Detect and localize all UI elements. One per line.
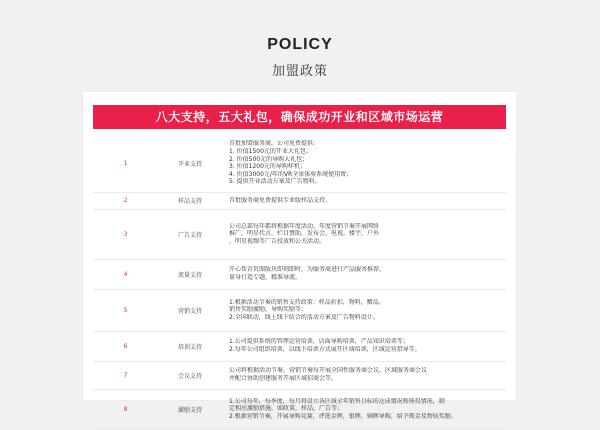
policy-description-line: 5. 提供开业活动方案及广告物料。 bbox=[229, 178, 321, 186]
policy-number: 4 bbox=[93, 259, 158, 289]
policy-description-line: 4. 价值3000元/年的VR全景体验系统使用费； bbox=[229, 170, 353, 178]
policy-description bbox=[222, 389, 506, 429]
policy-description-line: 公司总部每年都将根据年度活动，年度营销节奏开展网络 bbox=[229, 222, 380, 230]
policy-row bbox=[93, 259, 506, 289]
policy-description-line: 1. 价值1500元的开业大礼包； bbox=[229, 148, 312, 156]
policy-description-line: 定相应激励措施，如政策，样品，广告等； bbox=[229, 405, 344, 413]
policy-item: 样品支持 bbox=[158, 192, 222, 209]
policy-description-line: 1.公司每年，每季度，每月将设立各区域全年销售目标的达成情况和排投情况，制 bbox=[229, 397, 445, 405]
policy-row bbox=[93, 192, 506, 209]
policy-number: 7 bbox=[93, 361, 158, 389]
policy-description-line: 3. 价值1200元的导购样机； bbox=[229, 163, 306, 171]
policy-number: 3 bbox=[93, 209, 158, 259]
policy-description bbox=[222, 135, 506, 192]
policy-row bbox=[93, 209, 506, 259]
policy-item: 流量支持 bbox=[158, 259, 222, 289]
policy-description-line: 公司将根据活动节奏，营销节奏每开展全国性服务商会议，区域服务商会议 bbox=[229, 367, 428, 375]
policy-number: 6 bbox=[93, 331, 158, 361]
policy-number: 1 bbox=[93, 135, 158, 192]
policy-description-line: 2.全国联动，线上线下结合的活动方案及广告物料设计。 bbox=[229, 313, 379, 321]
policy-row bbox=[93, 135, 506, 192]
policy-row bbox=[93, 361, 506, 389]
policy-description-line: 并配合协助创建服务开展区域招商会等。 bbox=[229, 375, 338, 382]
policy-row bbox=[93, 331, 506, 361]
policy-description bbox=[222, 331, 506, 361]
policy-banner: 八大支持，五大礼包，确保成功开业和区域市场运营 bbox=[93, 105, 506, 129]
policy-description bbox=[222, 289, 506, 331]
policy-table bbox=[93, 135, 506, 430]
policy-item: 营销支持 bbox=[158, 289, 222, 331]
policy-description-line: 推广，明星代言，栏目赞助，发布会，电视，楼宇，户外 bbox=[229, 230, 380, 238]
policy-number: 5 bbox=[93, 289, 158, 331]
policy-card bbox=[83, 92, 516, 420]
policy-description-line: 2.根据营销节奏，开展导购竞赛，评选金牌，银牌，铜牌导购，给予现金及物质奖励。 bbox=[229, 412, 457, 420]
policy-description-line: 销售奖励激励，导购奖励等； bbox=[229, 306, 308, 314]
policy-description bbox=[222, 209, 506, 259]
policy-description-line: ，明星视频等广告投放和公关活动。 bbox=[229, 237, 326, 245]
policy-row bbox=[93, 389, 506, 429]
policy-description-line: 开心帮首页图版块即刻即时，为服务商进行产品服务推荐， bbox=[229, 266, 386, 274]
policy-description-line: 首批加盟服务商，公司免费提供： bbox=[229, 140, 320, 148]
policy-description-line: 量身打造专题，精准导流。 bbox=[229, 274, 302, 281]
policy-number: 8 bbox=[93, 389, 158, 429]
policy-item: 激励支持 bbox=[158, 389, 222, 429]
policy-item: 培训支持 bbox=[158, 331, 222, 361]
page-heading bbox=[0, 0, 600, 92]
policy-number: 2 bbox=[93, 192, 158, 209]
policy-description bbox=[222, 192, 506, 209]
policy-item: 会议支持 bbox=[158, 361, 222, 389]
policy-description-line: 1.根据活动节奏的销售支持政策：样品折扣，物料，赠品， bbox=[229, 298, 385, 306]
policy-description-line: 首批服务商免费提供专业版样品支持。 bbox=[229, 196, 332, 204]
policy-description-line: 1.公司提供系统的管理运营培训，店面导购培训，产品知识培训等； bbox=[229, 338, 409, 346]
page-subtitle: 加盟政策 bbox=[271, 64, 328, 79]
policy-item: 开业支持 bbox=[158, 135, 222, 192]
policy-row bbox=[93, 289, 506, 331]
page-title: POLICY bbox=[267, 36, 333, 53]
policy-item: 广告支持 bbox=[158, 209, 222, 259]
policy-description-line: 2. 价值500元的导购大礼包； bbox=[229, 155, 309, 163]
policy-description bbox=[222, 361, 506, 389]
policy-description bbox=[222, 259, 506, 289]
policy-description-line: 2.每年公司组织培训，以线下培训方式展开区域培训，区域运营指导等。 bbox=[229, 346, 421, 353]
